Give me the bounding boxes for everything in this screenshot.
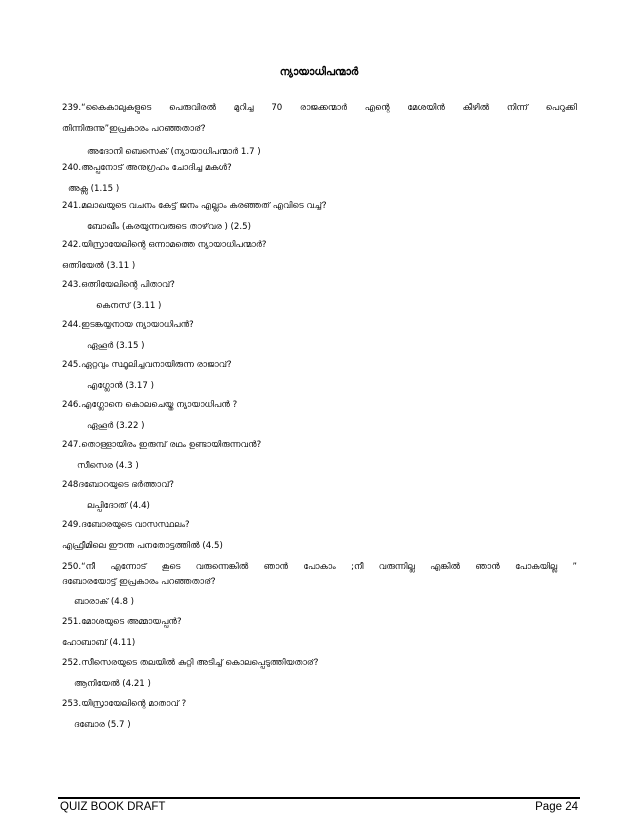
- question-239-cont: തിന്നിരുന്നു”ഇപ്രകാരം പറഞ്ഞതാര്?: [62, 124, 206, 134]
- question-250: 250.“നീ എന്നോട് കൂടെ വരുന്നെങ്കിൽ ഞാൻ പോകാം ;നീ വരുന്നില്ല എങ്കിൽ ഞാൻ പോകയില്ല ”: [62, 562, 577, 572]
- page-title: ന്യായാധിപന്മാർ: [279, 66, 359, 78]
- footer-rule: [58, 797, 580, 799]
- answer-244: ഏഹൂർ (3.15 ): [87, 341, 145, 351]
- question-239: 239.“കൈകാലുകളുടെ പെരുവിരൽ മുറിച്ച 70 രാജക്കന്മാർ എന്റെ മേശയിൻ കീഴിൽ നിന്ന് പെറുക്കി: [62, 103, 577, 113]
- question-242: 242.യിസ്രായേലിന്റെ ഒന്നാമത്തെ ന്യായാധിപന്മാർ?: [62, 240, 267, 250]
- footer-page-number: Page 24: [535, 801, 578, 813]
- answer-249: എഫ്രീമിലെ ഈന്ത പനതോട്ടത്തിൽ (4.5): [62, 541, 223, 551]
- question-251: 251.മോശയുടെ അമ്മായപ്പൻ?: [62, 617, 182, 627]
- answer-252: ആനിയേൽ (4.21 ): [74, 679, 151, 689]
- answer-243: കെനസ് (3.11 ): [96, 301, 162, 311]
- answer-239: അദോനി ബെസെക് (ന്യായാധിപന്മാർ 1.7 ): [87, 147, 261, 157]
- question-249: 249.ദബോരയുടെ വാസസ്ഥലം?: [62, 520, 190, 530]
- footer-title: QUIZ BOOK DRAFT: [60, 801, 166, 813]
- question-248: 248ദബോറയുടെ ഭർത്താവ്?: [62, 480, 174, 490]
- question-252: 252.സീസെരയുടെ തലയിൽ കുറ്റി അടിച്ച് കൊലപ്പെടുത്തിയതാര്?: [62, 658, 319, 668]
- question-243: 243.ഒത്നിയേലിന്റെ പിതാവ്?: [62, 280, 175, 290]
- question-240: 240.അപ്പനോട് അനുഗ്രഹം ചോദിച്ച മകൾ?: [62, 163, 232, 173]
- answer-248: ലപ്പിദോത് (4.4): [87, 501, 150, 511]
- question-244: 244.ഇടങ്കയ്യനായ ന്യായാധിപൻ?: [62, 320, 194, 330]
- answer-240: അക്സ (1.15 ): [68, 184, 120, 194]
- answer-251: ഹോബാബ് (4.11): [62, 638, 136, 648]
- question-253: 253.യിസ്രായേലിന്റെ മാതാവ് ?: [62, 699, 187, 709]
- question-246: 246.എഗ്ലോനെ കൊലചെയ്ത ന്യായാധിപൻ ?: [62, 400, 238, 410]
- answer-242: ഒത്നിയേൽ (3.11 ): [62, 261, 136, 271]
- question-247: 247.തൊള്ളായിരം ഇരുമ്പ് രഥം ഉണ്ടായിരുന്നവൻ?: [62, 440, 262, 450]
- answer-241: ബോഖീം (കരയുന്നവരുടെ താഴ്‌വര ) (2.5): [87, 222, 251, 232]
- answer-247: സീസെര (4.3 ): [77, 461, 139, 471]
- question-250-cont: ദബോരയോട്ട് ഇപ്രകാരം പറഞ്ഞതാര്?: [62, 577, 216, 587]
- answer-250: ബാരാക് (4.8 ): [74, 597, 134, 607]
- answer-246: ഏഹൂർ (3.22 ): [87, 421, 145, 431]
- question-241: 241.മലാഖയുടെ വചനം കേട്ട് ജനം എല്ലാം കരഞ്ഞത് എവിടെ വച്ച്?: [62, 201, 327, 211]
- answer-253: ദബോര (5.7 ): [74, 720, 131, 730]
- question-245: 245.ഏറ്റവും സ്ഥൂലിച്ചവനായിരുന്ന രാജാവ്?: [62, 360, 232, 370]
- answer-245: എഗ്ലോൻ (3.17 ): [87, 381, 154, 391]
